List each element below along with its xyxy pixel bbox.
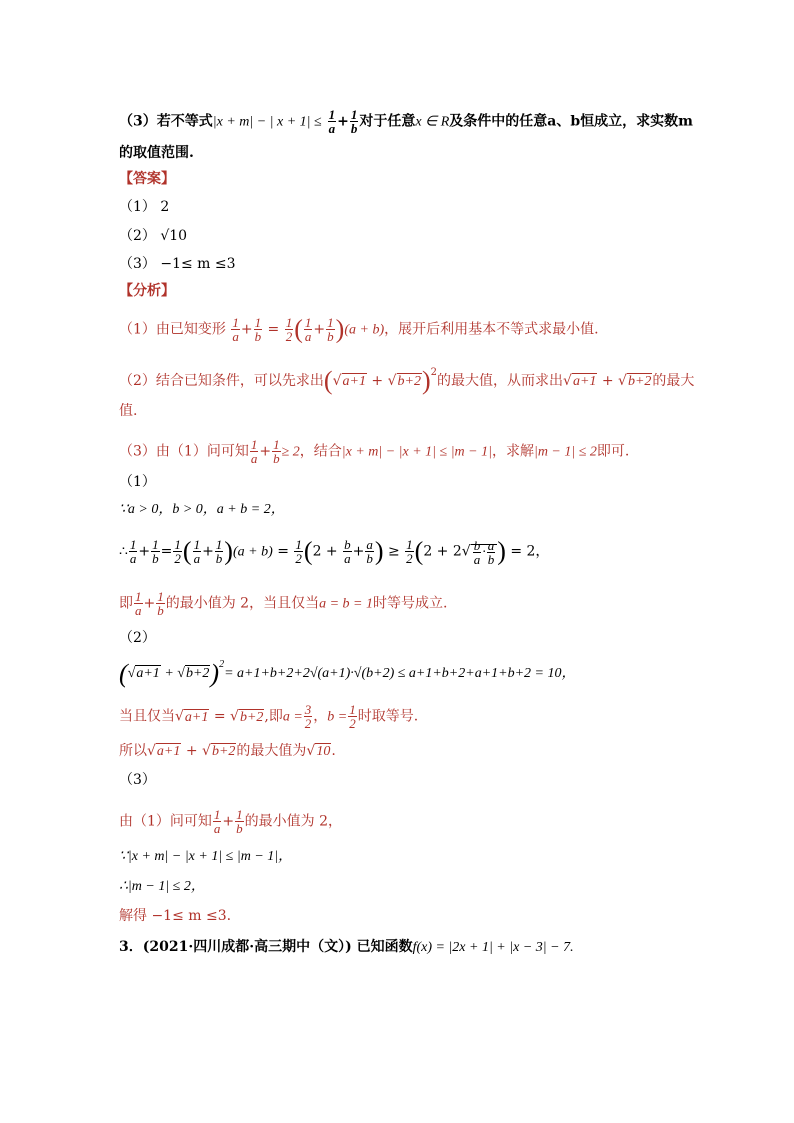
solution-1-min-c: a = b = 1: [319, 596, 373, 612]
analysis-2-cont: 值.: [119, 403, 138, 419]
solution-2-label: （2）: [119, 630, 156, 646]
analysis-3: （3）由（1）问可知 $\frac{1}{a}$ + $\frac{1}{b}$ ≥ 2，结合|x + m| − |x + 1| ≤ |m − 1|，求解|m − 1| ≤ 2即可.: [119, 437, 630, 466]
answer-3: （3） −1≤ m ≤3: [119, 256, 236, 272]
frac: $\frac{1}{a}$: [250, 437, 258, 466]
analysis-3-tail: 即可.: [596, 443, 630, 460]
solution-2-max: 所以√a+1 + √b+2的最大值为√10.: [119, 743, 336, 759]
frac: $\frac{1}{b}$: [327, 315, 334, 344]
solution-2-chain: $(√a+1 + √b+2)^2= a+1+b+2+2√(a+1)\cdot√(b+2) \le a+1+b+2+a+1+b+2 = 10$，: [119, 658, 576, 688]
solution-2-max-a: 所以: [119, 743, 147, 759]
analysis-2-tail: 的最大: [652, 373, 695, 389]
solution-1-chain: ∴ $\frac{1}{a}$ + $\frac{1}{b}$ = $\frac{1}{2}$ ( $\frac{1}{a}$ + $\frac{1}{b}$ )(a + b) = $\frac{1}{2}$ (2 + $\frac{b}{a}$ + $\frac{a}{b}$ ) ≥ $\frac{1}{2}$ (2 + 2√ $\frac{b}{a}$ · $\frac{a}{b}$ ) = 2，: [119, 536, 550, 567]
analysis-3-text: （3）由（1）问可知: [119, 443, 249, 460]
analysis-1-text: （1）由已知变形: [119, 321, 226, 338]
answer-2: （2） √10: [119, 228, 188, 244]
question-rest: 及条件中的任意a、b恒成立，求实数m: [449, 113, 693, 130]
answer-label: 【答案】: [119, 171, 175, 187]
frac: $\frac{1}{a}$: [304, 315, 312, 344]
analysis-2: （2）结合已知条件，可以先求出$(√a+1 + √b+2)^2$的最大值，从而求出√a+1 + √b+2的最大: [119, 366, 695, 395]
analysis-label: 【分析】: [119, 283, 175, 299]
analysis-1: （1）由已知变形 $\frac{1}{a}$ + $\frac{1}{b}$ = $\frac{1}{2}$ ( $\frac{1}{a}$ + $\frac{1}{b}$ )(a + b)，展开后利用基本不等式求最小值.: [119, 314, 599, 344]
frac-1-a: [328, 108, 337, 135]
solution-1-label: （1）: [119, 474, 156, 490]
frac-den: a: [328, 121, 336, 136]
frac: $\frac{1}{2}$: [285, 315, 293, 344]
question-prefix: （3）若不等式: [119, 113, 213, 130]
frac: $\frac{1}{b}$: [273, 437, 280, 466]
question-3-line2: 的取值范围.: [119, 145, 194, 161]
solution-2-max-b: 的最大值为: [236, 743, 307, 759]
frac-num: 1: [350, 107, 358, 122]
analysis-2-mid: 的最大值，从而求出: [437, 373, 564, 389]
solution-3-label: （3）: [119, 772, 156, 788]
answer-1: （1） 2: [119, 199, 170, 215]
question-inequality: |x + m| − | x + 1| ≤: [212, 114, 322, 130]
solution-3-b-text: 的最小值为 2，: [244, 813, 343, 830]
analysis-3-mid2: ，求解: [491, 443, 534, 460]
solution-3-e: 解得 −1≤ m ≤3.: [119, 908, 232, 924]
solution-2-eq-a: 当且仅当: [119, 708, 175, 725]
analysis-1-tail: ，展开后利用基本不等式求最小值.: [384, 321, 599, 338]
frac-num: 1: [328, 107, 336, 122]
next-question: [119, 940, 574, 955]
solution-2-chain-text: = a+1+b+2+2√(a+1)·√(b+2) ≤ a+1+b+2+a+1+b+2 = 10，: [224, 666, 576, 681]
analysis-3-mid: ，结合: [299, 443, 342, 460]
solution-3-c: ∵|x + m| − |x + 1| ≤ |m − 1|，: [119, 849, 293, 864]
solution-1-min-b: 的最小值为 2，当且仅当: [165, 595, 320, 612]
question-3-line1: （3）若不等式|x + m| − | x + 1| ≤ $\frac{1}{a}$ + $\frac{1}{b}$ 对于任意x ∈ R及条件中的任意a、b恒成立，求实数m: [119, 107, 693, 136]
solution-2-eq-c: 时取等号.: [357, 708, 419, 725]
solution-1-min: 即 $\frac{1}{a}$ + $\frac{1}{b}$ 的最小值为 2，当且仅当a = b = 1时等号成立.: [119, 589, 448, 618]
solution-2-eq: 当且仅当√a+1 = √b+2,即a = $\frac{3}{2}$ ，b = $\frac{1}{2}$ 时取等号.: [119, 702, 419, 731]
solution-3-a: 由（1）问可知 $\frac{1}{a}$ + $\frac{1}{b}$ 的最小值为 2，: [119, 807, 343, 836]
next-question-label: 3．(2021·四川成都·高三期中（文）) 已知函数: [119, 939, 413, 955]
frac: $\frac{1}{b}$: [254, 315, 262, 344]
solution-3-a-text: 由（1）问可知: [119, 813, 212, 830]
analysis-2-text: （2）结合已知条件，可以先求出: [119, 373, 324, 389]
solution-1-min-a: 即: [119, 595, 133, 612]
solution-3-d: ∴|m − 1| ≤ 2，: [119, 879, 205, 894]
next-question-func: f(x) = |2x + 1| + |x − 3| − 7.: [412, 940, 574, 955]
solution-1-cond: ∵a > 0，b > 0，a + b = 2，: [119, 502, 285, 517]
frac: $\frac{1}{a}$: [232, 315, 239, 344]
frac-den: b: [350, 121, 358, 136]
question-set: x ∈ R: [415, 114, 450, 130]
frac-1-b: [350, 108, 359, 135]
question-cond: 对于任意: [359, 113, 416, 130]
solution-1-min-d: 时等号成立.: [373, 595, 448, 612]
solution-2-eq-b: 即: [268, 708, 283, 725]
